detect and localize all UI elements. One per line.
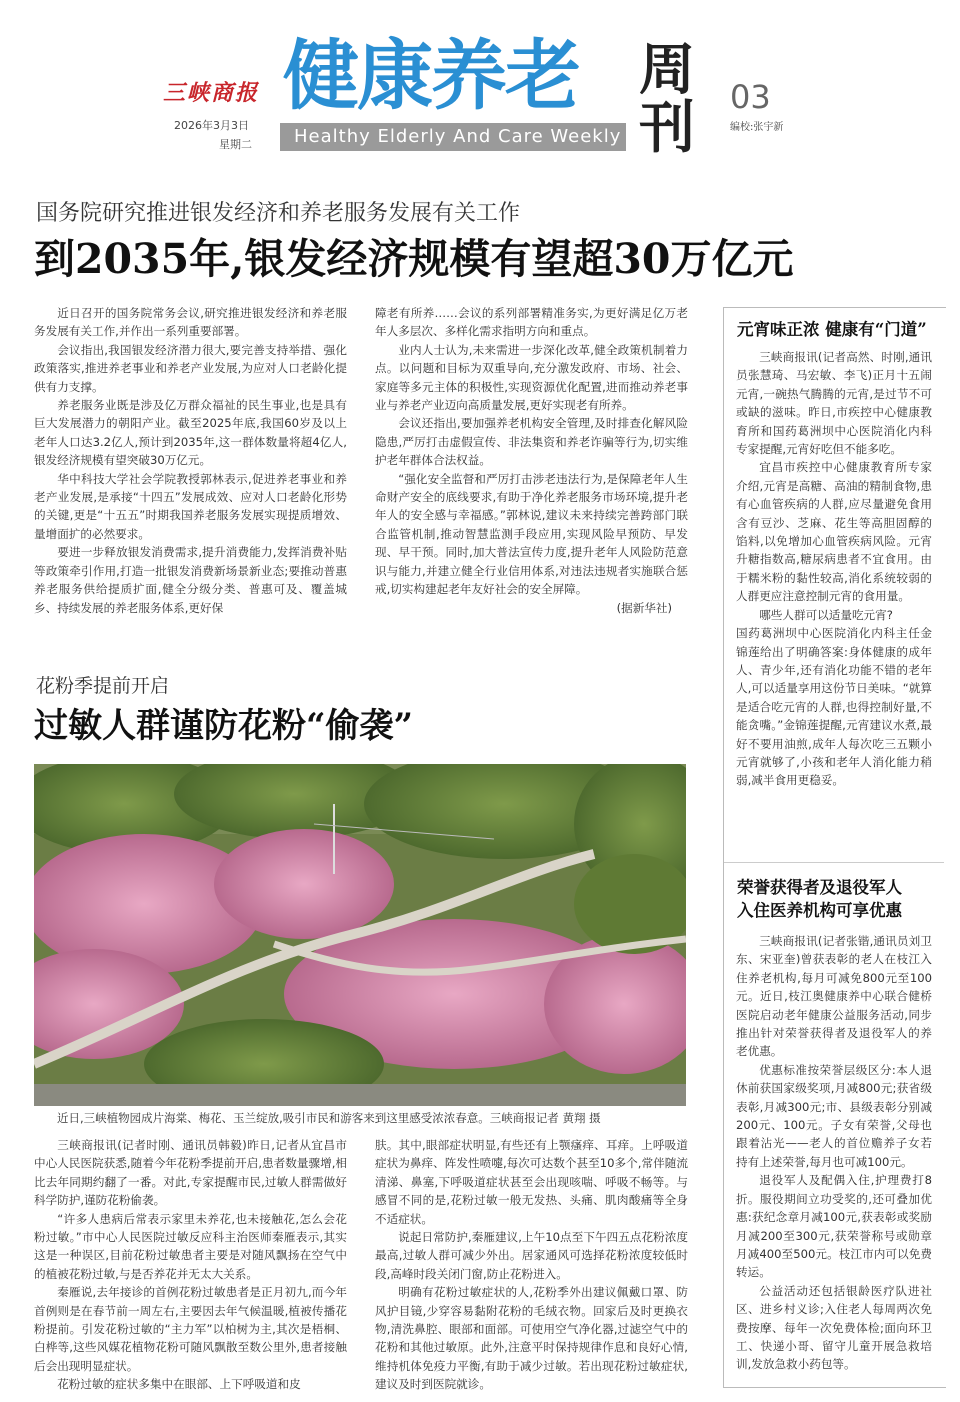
- article1-kicker: 国务院研究推进银发经济和养老服务发展有关工作: [36, 201, 521, 226]
- article1-column-2: [375, 304, 688, 617]
- article2-kicker: 花粉季提前开启: [36, 675, 170, 697]
- article1-paragraph: 要进一步释放银发消费需求,提升消费能力,发挥消费补贴等政策牵引作用,打造一批银发消费新场景新业态;要推动普惠养老服务供给提质扩面,健全分级分类、普惠可及、覆盖城乡、持续发展的养老服务体系,更好保: [34, 545, 347, 615]
- article2-headline: 过敏人群谨防花粉“偷袭”: [34, 706, 414, 746]
- sidebar2-title-line1: 荣誉获得者及退役军人: [737, 878, 902, 897]
- article1-paragraph: 华中科技大学社会学院教授郭林表示,促进养老事业和养老产业发展,是承接“十四五”发展成效、应对人口老龄化形势的关键,更是“十五五”时期我国养老服务发展实现提质增效、量增面扩的必然要求。: [34, 471, 347, 541]
- newspaper-logo: 三峡商报: [163, 80, 260, 106]
- section-subtitle: Healthy Elderly And Care Weekly: [280, 123, 626, 151]
- sidebar-divider: [724, 862, 944, 863]
- sidebar1-paragraph: 三峡商报讯(记者高然、时刚,通讯员张慧琦、马宏敏、李飞)正月十五闹元宵,一碗热气腾腾的元宵,是过节不可或缺的滋味。昨日,市疾控中心健康教育所和国药葛洲坝中心医院消化内科专家提醒,元宵好吃但不能多吃。: [736, 350, 932, 457]
- sidebar2-paragraph: 公益活动还包括银龄医疗队进社区、进乡村义诊;入住老人每周两次免费按摩、每年一次免费体检;面向环卫工、快递小哥、留守儿童开展急救培训,发放急救小药包等。: [736, 1283, 932, 1372]
- photo-caption: 近日,三峡植物园成片海棠、梅花、玉兰绽放,吸引市民和游客来到这里感受浓浓春意。三峡商报记者 黄翔 摄: [57, 1111, 601, 1125]
- sidebar2-body: [736, 932, 932, 1374]
- article1-paragraph: 会议指出,我国银发经济潜力很大,要完善支持举措、强化政策落实,推进养老事业和养老产业发展,为应对人口老龄化提供有力支撑。: [34, 342, 347, 394]
- article2-paragraph: 肤。其中,眼部症状明显,有些还有上颚瘙痒、耳痒。上呼吸道症状为鼻痒、阵发性喷嚏,每次可达数个甚至10多个,常伴随流清涕、鼻塞,下呼吸道症状甚至会出现咳喘、呼吸不畅等。与感冒不同的是,花粉过敏一般无发热、头痛、肌肉酸痛等全身不适症状。: [375, 1138, 688, 1226]
- plum-blossom-photo: [34, 764, 686, 1106]
- article2-paragraph: 三峡商报讯(记者时刚、通讯员韩毅)昨日,记者从宜昌市中心人民医院获悉,随着今年花粉季提前开启,患者数量骤增,相比去年同期约翻了一番。对此,专家提醒市民,过敏人群需做好科学防护,谨防花粉偷袭。: [34, 1138, 347, 1208]
- article1-paragraph: 会议还指出,要加强养老机构安全管理,及时排查化解风险隐患,严厉打击虚假宣传、非法集资和养老诈骗等行为,切实维护老年群体合法权益。: [375, 416, 688, 468]
- issue-date: 2026年3月3日: [174, 119, 249, 132]
- article1-paragraph: 近日召开的国务院常务会议,研究推进银发经济和养老服务发展有关工作,并作出一系列重要部署。: [34, 306, 347, 339]
- article2-column-1: [34, 1136, 347, 1394]
- sidebar1-paragraph: 国药葛洲坝中心医院消化内科主任金锦莲给出了明确答案:身体健康的成年人、青少年,还有消化功能不错的老年人,可以适量享用这份节日美味。“就算是适合吃元宵的人群,也得控制好量,不能贪嘴。”金锦莲提醒,元宵建议水煮,最好不要用油煎,成年人每次吃三五颗小元宵就够了,小孩和老年人消化能力稍弱,减半食用更稳妥。: [736, 626, 932, 788]
- article2-paragraph: 秦雁说,去年接诊的首例花粉过敏患者是正月初九,而今年首例则是在春节前一周左右,主要因去年气候温暖,植被传播花粉提前。引发花粉过敏的“主力军”以柏树为主,其次是梧桐、白桦等,这些风媒花植物花粉可随风飘散至数公里外,患者接触后会出现明显症状。: [34, 1285, 347, 1373]
- sidebar1-body: [736, 348, 932, 790]
- article1-column-1: [34, 304, 347, 617]
- article1-source: (据新华社): [616, 600, 672, 615]
- section-title: 健康养老: [283, 31, 579, 120]
- sidebar2-paragraph: 优惠标准按荣誉层级区分:本人退休前获国家级奖项,月减800元;获省级表彰,月减300元;市、县级表彰分别减200元、100元。子女有荣誉,父母也跟着沾光——老人的首位赡养子女若持有上述荣誉,每月也可减100元。: [736, 1062, 932, 1169]
- article2-paragraph: “许多人患病后常表示家里未养花,也未接触花,怎么会花粉过敏。”市中心人民医院过敏反应科主治医师秦雁表示,其实这是一种误区,目前花粉过敏患者主要是对随风飘扬在空气中的植被花粉过敏,与是否养花并无太大关系。: [34, 1211, 347, 1281]
- sidebar2-paragraph: 三峡商报讯(记者张锴,通讯员刘卫东、宋亚奎)曾获表彰的老人在枝江入住养老机构,每月可减免800元至100元。近日,枝江奥健康养中心联合健桥医院启动老年健康公益服务活动,同步推出针对荣誉获得者及退役军人的养老优惠。: [736, 934, 932, 1059]
- sidebar2-title-line2: 入住医养机构可享优惠: [737, 901, 902, 920]
- sidebar1-paragraph: 哪些人群可以适量吃元宵?: [759, 607, 893, 622]
- editor-credit: 编校:张宇新: [730, 122, 784, 133]
- park-aerial-image: [34, 764, 686, 1106]
- article2-paragraph: 说起日常防护,秦雁建议,上午10点至下午四五点花粉浓度最高,过敏人群可减少外出。居家通风可选择花粉浓度较低时段,高峰时段关闭门窗,防止花粉进入。: [375, 1230, 688, 1281]
- article2-column-2: [375, 1136, 688, 1394]
- issue-weekday: 星期二: [219, 138, 252, 151]
- article1-paragraph: 障老有所养……会议的系列部署精准务实,为更好满足亿万老年人多层次、多样化需求指明方向和重点。: [375, 306, 688, 339]
- article1-paragraph: 业内人士认为,未来需进一步深化改革,健全政策机制着力点。以问题和目标为双重导向,充分激发政府、市场、社会、家庭等多元主体的积极性,实现资源优化配置,进而推动养老事业与养老产业迈向高质量发展,更好实现老有所养。: [375, 342, 688, 413]
- article1-headline: 到2035年,银发经济规模有望超30万亿元: [34, 235, 794, 283]
- sidebar1-paragraph: 宜昌市疾控中心健康教育所专家介绍,元宵是高糖、高油的精制食物,患有心血管疾病的人群,应尽量避免食用含有豆沙、芝麻、花生等高胆固醇的馅料,以免增加心血管疾病风险。元宵升糖指数高,糖尿病患者不宜食用。由于糯米粉的黏性较高,消化系统较弱的人群更应注意控制元宵的食用量。: [736, 460, 932, 604]
- article1-paragraph: 养老服务业既是涉及亿万群众福祉的民生事业,也是具有巨大发展潜力的朝阳产业。截至2025年底,我国60岁及以上老年人口达3.2亿人,预计到2035年,这一群体数量将超4亿人,银发经济规模有望突破30万亿元。: [34, 398, 347, 468]
- article2-paragraph: 明确有花粉过敏症状的人,花粉季外出建议佩戴口罩、防风护目镜,少穿容易黏附花粉的毛绒衣物。回家后及时更换衣物,清洗鼻腔、眼部和面部。可使用空气净化器,过滤空气中的花粉和其他过敏原。此外,注意平时保持规律作息和良好心情,维持机体免疫力平衡,有助于减少过敏。若出现花粉过敏症状,建议及时到医院就诊。: [375, 1285, 688, 1392]
- sidebar2-paragraph: 退役军人及配偶入住,护理费打8折。服役期间立功受奖的,还可叠加优惠:获纪念章月减100元,获表彰或奖励月减200至300元,获荣誉称号或勋章月减400至500元。枝江市内可以免费转运。: [736, 1173, 932, 1280]
- sidebar1-title: 元宵味正浓 健康有“门道”: [737, 320, 927, 339]
- page-number: 03: [730, 78, 771, 116]
- article2-paragraph: 花粉过敏的症状多集中在眼部、上下呼吸道和皮: [57, 1377, 301, 1392]
- weekly-label: 周刊: [639, 38, 695, 161]
- article1-paragraph: “强化安全监督和严厉打击涉老违法行为,是保障老年人生命财产安全的底线要求,有助于净化养老服务市场环境,提升老年人的安全感与幸福感。”郭林说,建议未来持续完善跨部门联合监管机制,推动智慧监测手段应用,实现风险早预防、早发现、早干预。同时,加大普法宣传力度,提升老年人风险防范意识与能力,并建立健全行业信用体系,对违法违规者实施联合惩戒,切实构建起老年友好社会的安全屏障。: [375, 471, 688, 597]
